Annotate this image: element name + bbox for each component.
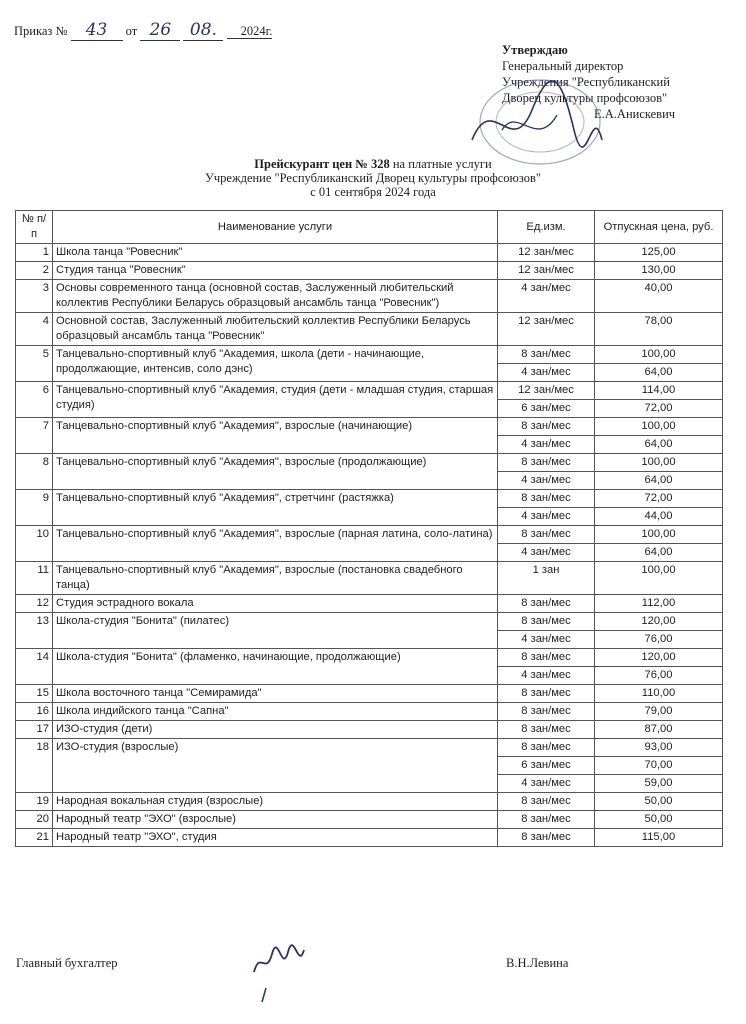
- service-name: Школа восточного танца "Семирамида": [53, 685, 498, 703]
- unit-cell: 1 зан: [498, 562, 595, 595]
- unit-cell: 8 зан/мес: [498, 739, 595, 757]
- footer-name: В.Н.Левина: [506, 956, 569, 970]
- unit-cell: 4 зан/мес: [498, 631, 595, 649]
- stamp-signature-icon: [462, 70, 612, 170]
- unit-cell: 4 зан/мес: [498, 280, 595, 313]
- unit-cell: 8 зан/мес: [498, 685, 595, 703]
- price-cell: 50,00: [595, 793, 723, 811]
- table-row: [16, 685, 723, 703]
- price-table: [15, 210, 723, 847]
- unit-cell: 8 зан/мес: [498, 418, 595, 436]
- price-cell: 120,00: [595, 613, 723, 631]
- price-cell: 64,00: [595, 364, 723, 382]
- order-month: 08.: [183, 20, 223, 41]
- unit-cell: 8 зан/мес: [498, 490, 595, 508]
- row-number: 19: [16, 793, 53, 811]
- document-org: Учреждение "Республиканский Дворец культуры профсоюзов": [205, 171, 541, 185]
- service-name: Студия танца "Ровесник": [53, 262, 498, 280]
- price-cell: 115,00: [595, 829, 723, 847]
- header-unit: Ед.изм.: [498, 211, 595, 244]
- price-cell: 72,00: [595, 400, 723, 418]
- price-cell: 100,00: [595, 346, 723, 364]
- table-row: [16, 595, 723, 613]
- price-cell: 64,00: [595, 544, 723, 562]
- table-row: [16, 649, 723, 667]
- service-name: Танцевально-спортивный клуб "Академия", взрослые (продолжающие): [53, 454, 498, 490]
- price-cell: 40,00: [595, 280, 723, 313]
- price-cell: 72,00: [595, 490, 723, 508]
- document-title-rest: на платные услуги: [392, 157, 492, 171]
- unit-cell: 8 зан/мес: [498, 454, 595, 472]
- table-row: [16, 346, 723, 364]
- table-row: [16, 280, 723, 313]
- unit-cell: 12 зан/мес: [498, 244, 595, 262]
- service-name: Школа-студия "Бонита" (фламенко, начинающие, продолжающие): [53, 649, 498, 685]
- price-cell: 100,00: [595, 454, 723, 472]
- table-row: [16, 721, 723, 739]
- unit-cell: 8 зан/мес: [498, 703, 595, 721]
- price-cell: 100,00: [595, 526, 723, 544]
- unit-cell: 12 зан/мес: [498, 262, 595, 280]
- order-day: 26: [140, 20, 180, 41]
- table-row: [16, 454, 723, 472]
- document-title-bold: Прейскурант цен № 328: [254, 157, 390, 171]
- price-cell: 76,00: [595, 667, 723, 685]
- table-row: [16, 613, 723, 631]
- table-row: [16, 739, 723, 757]
- approval-line2: Учреждения "Республиканский: [502, 75, 670, 89]
- table-header-row: [16, 211, 723, 244]
- price-cell: 93,00: [595, 739, 723, 757]
- row-number: 10: [16, 526, 53, 562]
- approval-line3: Дворец культуры профсоюзов": [502, 91, 668, 105]
- row-number: 11: [16, 562, 53, 595]
- price-cell: 70,00: [595, 757, 723, 775]
- service-name: Студия эстрадного вокала: [53, 595, 498, 613]
- price-cell: 112,00: [595, 595, 723, 613]
- service-name: Танцевально-спортивный клуб "Академия", взрослые (постановка свадебного танца): [53, 562, 498, 595]
- row-number: 1: [16, 244, 53, 262]
- unit-cell: 4 зан/мес: [498, 508, 595, 526]
- service-name: Народный театр "ЭХО", студия: [53, 829, 498, 847]
- price-cell: 44,00: [595, 508, 723, 526]
- unit-cell: 4 зан/мес: [498, 544, 595, 562]
- price-cell: 110,00: [595, 685, 723, 703]
- table-row: [16, 793, 723, 811]
- unit-cell: 8 зан/мес: [498, 613, 595, 631]
- table-row: [16, 490, 723, 508]
- row-number: 5: [16, 346, 53, 382]
- price-cell: 64,00: [595, 472, 723, 490]
- price-cell: 100,00: [595, 418, 723, 436]
- unit-cell: 8 зан/мес: [498, 793, 595, 811]
- accountant-signature-icon: [248, 944, 308, 1006]
- unit-cell: 8 зан/мес: [498, 811, 595, 829]
- table-row: [16, 262, 723, 280]
- table-row: [16, 829, 723, 847]
- unit-cell: 8 зан/мес: [498, 346, 595, 364]
- table-row: [16, 526, 723, 544]
- service-name: Танцевально-спортивный клуб "Академия, студия (дети - младшая студия, старшая студия): [53, 382, 498, 418]
- unit-cell: 8 зан/мес: [498, 829, 595, 847]
- table-row: [16, 244, 723, 262]
- service-name: Народная вокальная студия (взрослые): [53, 793, 498, 811]
- price-cell: 76,00: [595, 631, 723, 649]
- price-cell: 50,00: [595, 811, 723, 829]
- order-number: 43: [71, 20, 123, 41]
- row-number: 18: [16, 739, 53, 793]
- service-name: Танцевально-спортивный клуб "Академия", взрослые (парная латина, соло-латина): [53, 526, 498, 562]
- document-title-block: [0, 157, 746, 199]
- table-row: [16, 313, 723, 346]
- service-name: ИЗО-студия (взрослые): [53, 739, 498, 793]
- unit-cell: 8 зан/мес: [498, 595, 595, 613]
- price-cell: 79,00: [595, 703, 723, 721]
- order-prefix: Приказ №: [14, 24, 68, 38]
- price-cell: 100,00: [595, 562, 723, 595]
- table-row: [16, 418, 723, 436]
- unit-cell: 6 зан/мес: [498, 400, 595, 418]
- row-number: 17: [16, 721, 53, 739]
- price-cell: 87,00: [595, 721, 723, 739]
- unit-cell: 4 зан/мес: [498, 667, 595, 685]
- approval-title: Утверждаю: [502, 43, 568, 57]
- unit-cell: 6 зан/мес: [498, 757, 595, 775]
- unit-cell: 4 зан/мес: [498, 436, 595, 454]
- table-body: [16, 244, 723, 847]
- header-name: Наименование услуги: [53, 211, 498, 244]
- row-number: 4: [16, 313, 53, 346]
- table-row: [16, 562, 723, 595]
- price-cell: 120,00: [595, 649, 723, 667]
- unit-cell: 4 зан/мес: [498, 364, 595, 382]
- unit-cell: 8 зан/мес: [498, 721, 595, 739]
- row-number: 3: [16, 280, 53, 313]
- price-cell: 59,00: [595, 775, 723, 793]
- unit-cell: 8 зан/мес: [498, 526, 595, 544]
- order-line: [14, 20, 272, 41]
- unit-cell: 4 зан/мес: [498, 472, 595, 490]
- service-name: Основной состав, Заслуженный любительский коллектив Республики Беларусь образцовый ансамбль танца "Ровесник": [53, 313, 498, 346]
- row-number: 8: [16, 454, 53, 490]
- service-name: Основы современного танца (основной состав, Заслуженный любительский коллектив Республики Беларусь образцовый ансамбль танца "Ровесник"): [53, 280, 498, 313]
- service-name: Танцевально-спортивный клуб "Академия, школа (дети - начинающие, продолжающие, интенсив, соло дэнс): [53, 346, 498, 382]
- price-cell: 78,00: [595, 313, 723, 346]
- unit-cell: 12 зан/мес: [498, 313, 595, 346]
- row-number: 16: [16, 703, 53, 721]
- service-name: Народный театр "ЭХО" (взрослые): [53, 811, 498, 829]
- service-name: Танцевально-спортивный клуб "Академия", взрослые (начинающие): [53, 418, 498, 454]
- document-date: с 01 сентября 2024 года: [310, 185, 436, 199]
- header-num: № п/п: [16, 211, 53, 244]
- price-cell: 64,00: [595, 436, 723, 454]
- row-number: 7: [16, 418, 53, 454]
- row-number: 9: [16, 490, 53, 526]
- price-cell: 114,00: [595, 382, 723, 400]
- service-name: Школа танца "Ровесник": [53, 244, 498, 262]
- service-name: Танцевально-спортивный клуб "Академия", стретчинг (растяжка): [53, 490, 498, 526]
- unit-cell: 12 зан/мес: [498, 382, 595, 400]
- row-number: 13: [16, 613, 53, 649]
- table-row: [16, 811, 723, 829]
- table-row: [16, 382, 723, 400]
- row-number: 12: [16, 595, 53, 613]
- service-name: ИЗО-студия (дети): [53, 721, 498, 739]
- price-cell: 130,00: [595, 262, 723, 280]
- document-title: [0, 157, 746, 171]
- table-row: [16, 703, 723, 721]
- row-number: 6: [16, 382, 53, 418]
- row-number: 15: [16, 685, 53, 703]
- approval-line1: Генеральный директор: [502, 59, 624, 73]
- row-number: 14: [16, 649, 53, 685]
- service-name: Школа-студия "Бонита" (пилатес): [53, 613, 498, 649]
- service-name: Школа индийского танца "Сапна": [53, 703, 498, 721]
- unit-cell: 8 зан/мес: [498, 649, 595, 667]
- row-number: 20: [16, 811, 53, 829]
- unit-cell: 4 зан/мес: [498, 775, 595, 793]
- header-price: Отпускная цена, руб.: [595, 211, 723, 244]
- row-number: 2: [16, 262, 53, 280]
- price-cell: 125,00: [595, 244, 723, 262]
- footer-role: Главный бухгалтер: [16, 956, 118, 970]
- approval-signatory: Е.А.Анискевич: [594, 107, 676, 121]
- order-from-label: от: [125, 24, 138, 38]
- row-number: 21: [16, 829, 53, 847]
- order-year: 2024г.: [227, 24, 273, 39]
